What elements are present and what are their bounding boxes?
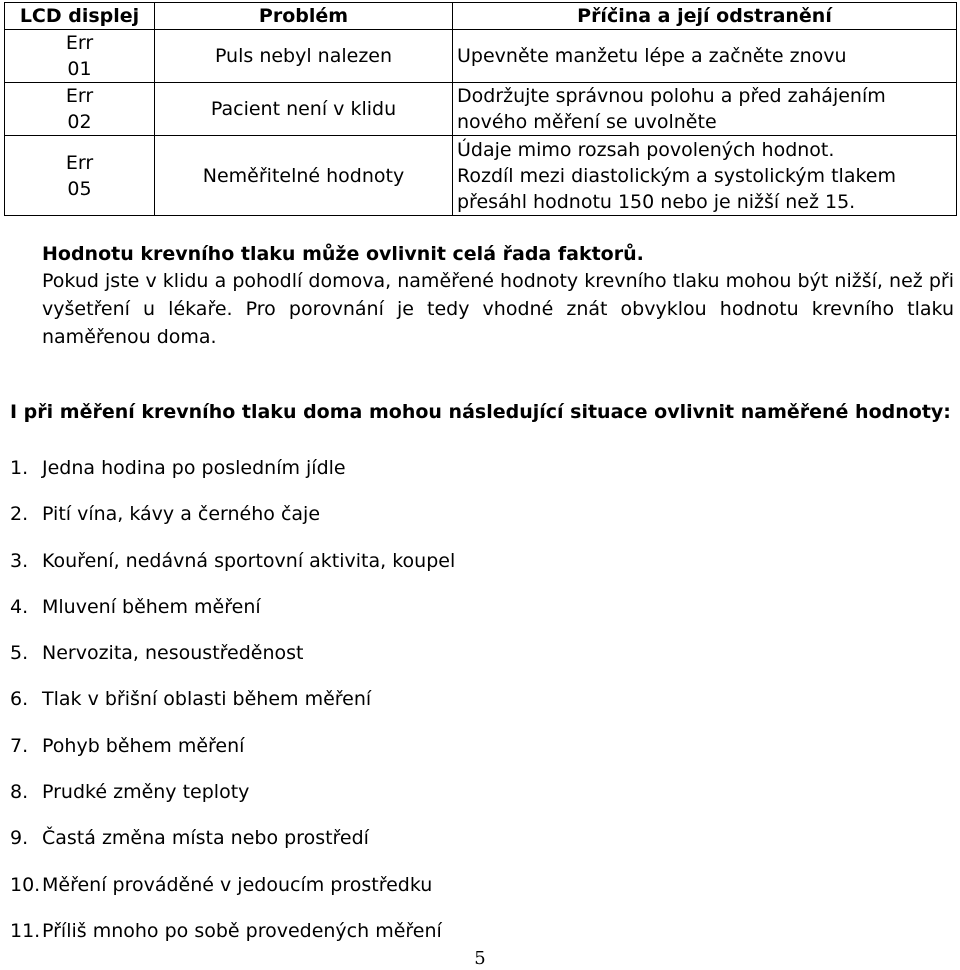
error-code-number: 01 <box>67 58 92 80</box>
factors-heading: Hodnotu krevního tlaku může ovlivnit celá řada faktorů. <box>42 243 644 265</box>
list-item-text: Měření prováděné v jedoucím prostředku <box>42 873 433 896</box>
list-item-text: Tlak v břišní oblasti během měření <box>42 688 372 711</box>
error-code-cell <box>5 83 155 136</box>
error-code-prefix: Err <box>65 85 94 107</box>
list-item <box>10 548 455 594</box>
header-problem: Problém <box>155 3 453 30</box>
page-number: 5 <box>474 948 486 969</box>
list-item-number: 4. <box>10 595 29 618</box>
list-item-number: 8. <box>10 781 29 804</box>
list-item-text: Pití vína, kávy a černého čaje <box>42 503 321 526</box>
list-item-number: 11. <box>10 919 41 942</box>
home-measurement-heading: I při měření krevního tlaku doma mohou následující situace ovlivnit naměřené hodnoty: <box>10 401 951 423</box>
error-code-number: 05 <box>67 177 92 200</box>
table-row <box>5 136 957 216</box>
error-code-prefix: Err <box>65 151 94 174</box>
factors-paragraph: Pokud jste v klidu a pohodlí domova, naměřené hodnoty krevního tlaku mohou být nižší, než při vyšetření u lékaře. Pro porovnání je tedy vhodné znát obvyklou hodnotu krevního tlaku naměřenou doma. <box>42 270 954 348</box>
list-item-number: 5. <box>10 642 29 665</box>
influencing-factors-list <box>10 455 455 964</box>
list-item-text: Častá změna místa nebo prostředí <box>42 827 369 850</box>
list-item-number: 1. <box>10 457 29 479</box>
solution-line: přesáhl hodnotu 150 nebo je nižší než 15. <box>457 190 856 213</box>
error-code-cell <box>5 136 155 216</box>
problem-cell: Pacient není v klidu <box>155 83 453 136</box>
problem-cell: Puls nebyl nalezen <box>155 30 453 83</box>
list-item <box>10 733 455 779</box>
header-lcd-display: LCD displej <box>5 3 155 30</box>
error-code-prefix: Err <box>65 32 94 54</box>
table-row <box>5 30 957 83</box>
solution-line: Rozdíl mezi diastolickým a systolickým tlakem <box>457 164 896 187</box>
list-item-number: 3. <box>10 549 29 572</box>
list-item <box>10 825 455 871</box>
table-row <box>5 83 957 136</box>
solution-cell <box>453 136 957 216</box>
list-item <box>10 779 455 825</box>
solution-line: Upevněte manžetu lépe a začněte znovu <box>457 45 847 67</box>
solution-line: Dodržujte správnou polohu a před zahájením <box>457 85 886 107</box>
error-code-cell <box>5 30 155 83</box>
table-header-row <box>5 3 957 30</box>
header-cause-and-fix: Příčina a její odstranění <box>453 3 957 30</box>
list-item-number: 7. <box>10 734 29 757</box>
list-item-text: Příliš mnoho po sobě provedených měření <box>42 919 442 942</box>
list-item-text: Prudké změny teploty <box>42 781 250 804</box>
list-item <box>10 686 455 732</box>
list-item-number: 10. <box>10 873 41 896</box>
error-code-table <box>4 2 957 216</box>
solution-line: Údaje mimo rozsah povolených hodnot. <box>457 138 835 161</box>
list-item-number: 2. <box>10 503 29 526</box>
list-item <box>10 455 455 501</box>
list-item-number: 6. <box>10 688 29 711</box>
list-item <box>10 640 455 686</box>
list-item-text: Nervozita, nesoustředěnost <box>42 642 304 665</box>
list-item-text: Mluvení během měření <box>42 595 261 618</box>
list-item <box>10 501 455 547</box>
solution-cell <box>453 30 957 83</box>
solution-cell <box>453 83 957 136</box>
list-item-text: Kouření, nedávná sportovní aktivita, koupel <box>42 549 456 572</box>
problem-cell: Neměřitelné hodnoty <box>155 136 453 216</box>
list-item-number: 9. <box>10 827 29 850</box>
list-item <box>10 872 455 918</box>
list-item <box>10 594 455 640</box>
error-code-number: 02 <box>67 111 92 133</box>
list-item-text: Pohyb během měření <box>42 734 245 757</box>
list-item-text: Jedna hodina po posledním jídle <box>42 457 346 479</box>
solution-line: nového měření se uvolněte <box>457 111 717 133</box>
